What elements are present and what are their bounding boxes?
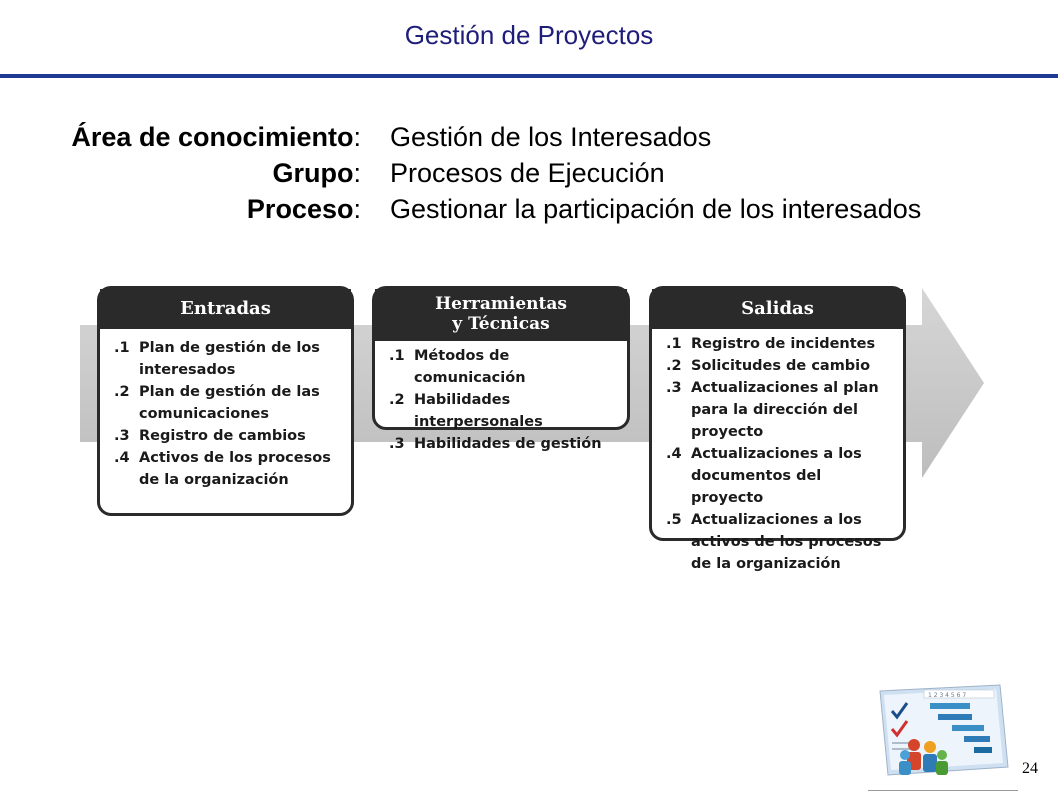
salidas-item: .4 Actualizaciones a los documentos del proyecto [666,446,862,506]
herramientas-item: .3 Habilidades de gestión [389,436,602,452]
herramientas-list [375,341,627,455]
salidas-item: .1 Registro de incidentes [666,336,876,352]
entradas-box [97,286,354,516]
entradas-item: .3 Registro de cambios [114,428,306,444]
entradas-item: .1 Plan de gestión de los interesados [114,340,320,378]
info-value-grupo: Procesos de Ejecución [390,158,665,188]
salidas-item: .2 Solicitudes de cambio [666,358,871,374]
herramientas-title-line2: y Técnicas [452,314,550,334]
svg-text:1 2 3 4 5 6 7: 1 2 3 4 5 6 7 [928,692,967,699]
herramientas-item: .1 Métodos de comunicación [389,348,526,386]
salidas-item: .3 Actualizaciones al plan para la dirección del proyecto [666,380,879,440]
entradas-title: Entradas [100,289,351,329]
salidas-box [649,286,906,572]
herramientas-box [372,286,630,452]
salidas-title: Salidas [652,289,903,329]
info-label-grupo: Grupo: [272,158,361,188]
entradas-item: .2 Plan de gestión de las comunicaciones [114,384,320,422]
page-title: Gestión de Proyectos [404,20,654,50]
herramientas-item: .2 Habilidades interpersonales [389,392,543,430]
salidas-item: .5 Actualizaciones a los activos de los procesos de la organización [666,512,882,572]
entradas-list [100,329,351,491]
salidas-list [652,329,903,575]
entradas-item: .4 Activos de los procesos de la organización [114,450,331,488]
info-label-area: Área de conocimiento: [71,122,361,152]
info-value-proceso: Gestionar la participación de los interesados [390,194,922,224]
herramientas-title [375,289,627,341]
info-label-proceso: Proceso: [246,194,361,224]
page-number-rule [868,790,1018,791]
project-gantt-people-icon [872,683,1012,783]
page-number: 24 [1022,760,1038,777]
herramientas-title-line1: Herramientas [435,294,567,314]
info-value-area: Gestión de los Interesados [390,122,712,152]
